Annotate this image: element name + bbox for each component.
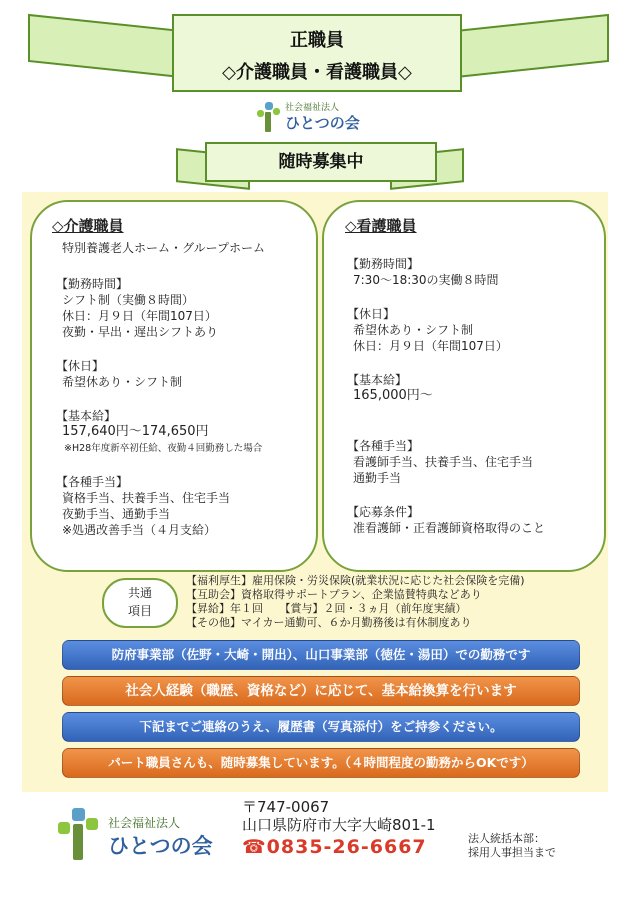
logo-name: ひとつの会 [285,114,360,132]
common-line: 【福利厚生】雇用保険・労災保険(就業状況に応じた社会保険を完備) [186,574,525,587]
kaigo-kihon-heading: 【基本給】 [56,409,117,423]
banner-line1: 正職員 [290,30,344,51]
kaigo-kyuujitsu-heading: 【休日】 [56,359,105,373]
kango-oubo: 准看護師・正看護師資格取得のこと [353,521,546,535]
common-label-2: 項目 [127,604,152,618]
kaigo-teate-line: ※処遇改善手当（４月支給） [62,523,217,537]
kaigo-title: ◇介護職員 [52,217,124,235]
kango-kyuujitsu-heading: 【休日】 [347,307,396,321]
footer-address: 山口県防府市大字大崎801-1 [242,816,436,834]
kaigo-teate-line: 夜勤手当、通勤手当 [62,507,171,521]
kango-kyuujitsu-line: 休日：月９日（年間107日） [353,339,508,353]
kaigo-kyuujitsu: 希望休あり・シフト制 [62,375,183,389]
tree-logo-icon [56,808,100,860]
kango-title: ◇看護職員 [345,217,417,235]
ribbon-right-tail [455,14,609,78]
ribbon-left-tail [28,14,182,78]
notice-bar-location: 防府事業部（佐野・大崎・開出）、山口事業部（徳佐・湯田）での勤務です [62,640,580,670]
kango-kinmu: 7:30～18:30の実働８時間 [353,273,499,287]
notice-bar-experience: 社会人経験（職歴、資格など）に応じて、基本給換算を行います [62,676,580,706]
footer-phone: ☎0835-26-6667 [242,836,427,858]
kango-kihon-heading: 【基本給】 [347,373,408,387]
common-line: 【昇給】年１回 【賞与】２回・３ヵ月（前年度実績） [186,602,467,615]
logo-sub: 社会福祉法人 [285,103,340,113]
kango-teate-heading: 【各種手当】 [347,439,420,453]
common-label-bubble [102,578,178,628]
footer-logo-sub: 社会福祉法人 [108,816,181,830]
banner-line2: ◇介護職員・看護職員◇ [222,62,412,83]
footer-postal: 〒747-0067 [242,798,330,816]
kaigo-teate-line: 資格手当、扶養手当、住宅手当 [62,491,231,505]
kaigo-kinmu-line: 休日：月９日（年間107日） [62,309,217,323]
footer-logo-name: ひとつの会 [108,833,213,858]
kaigo-kinmu-line: シフト制（実働８時間） [62,293,195,307]
top-banner-panel [172,14,462,92]
kango-kihon: 165,000円～ [353,388,433,403]
notice-bar-part-time: パート職員さんも、随時募集しています。（４時間程度の勤務からOKです） [62,748,580,778]
kango-kinmu-heading: 【勤務時間】 [347,257,420,271]
notice-bar-contact: 下記までご連絡のうえ、履歴書（写真添付）をご持参ください。 [62,712,580,742]
kaigo-kinmu-line: 夜勤・早出・遅出シフトあり [62,325,219,339]
kango-oubo-heading: 【応募条件】 [347,505,420,519]
footer-contact-2: 採用人事担当まで [468,846,556,859]
kango-teate-line: 通勤手当 [353,471,402,485]
common-label-1: 共通 [127,586,152,600]
mid-banner-title: 随時募集中 [205,142,437,182]
tree-logo-icon [255,102,281,132]
kaigo-kihon: 157,640円～174,650円 [62,424,209,439]
common-line: 【互助会】資格取得サポートプラン、企業協賛特典などあり [186,588,482,601]
footer-contact-1: 法人統括本部： [468,832,545,845]
kaigo-facility: 特別養護老人ホーム・グループホーム [62,241,266,255]
footer-logo [56,808,226,864]
kaigo-kihon-note: ※H28年度新卒初任給、夜勤４回勤務した場合 [64,443,263,454]
logo [255,98,395,134]
kango-teate-line: 看護師手当、扶養手当、住宅手当 [353,455,534,469]
kango-kyuujitsu-line: 希望休あり・シフト制 [353,323,474,337]
common-line: 【その他】マイカー通勤可、６か月勤務後は有休制度あり [186,616,472,629]
kaigo-teate-heading: 【各種手当】 [56,475,129,489]
kaigo-kinmu-heading: 【勤務時間】 [56,277,129,291]
